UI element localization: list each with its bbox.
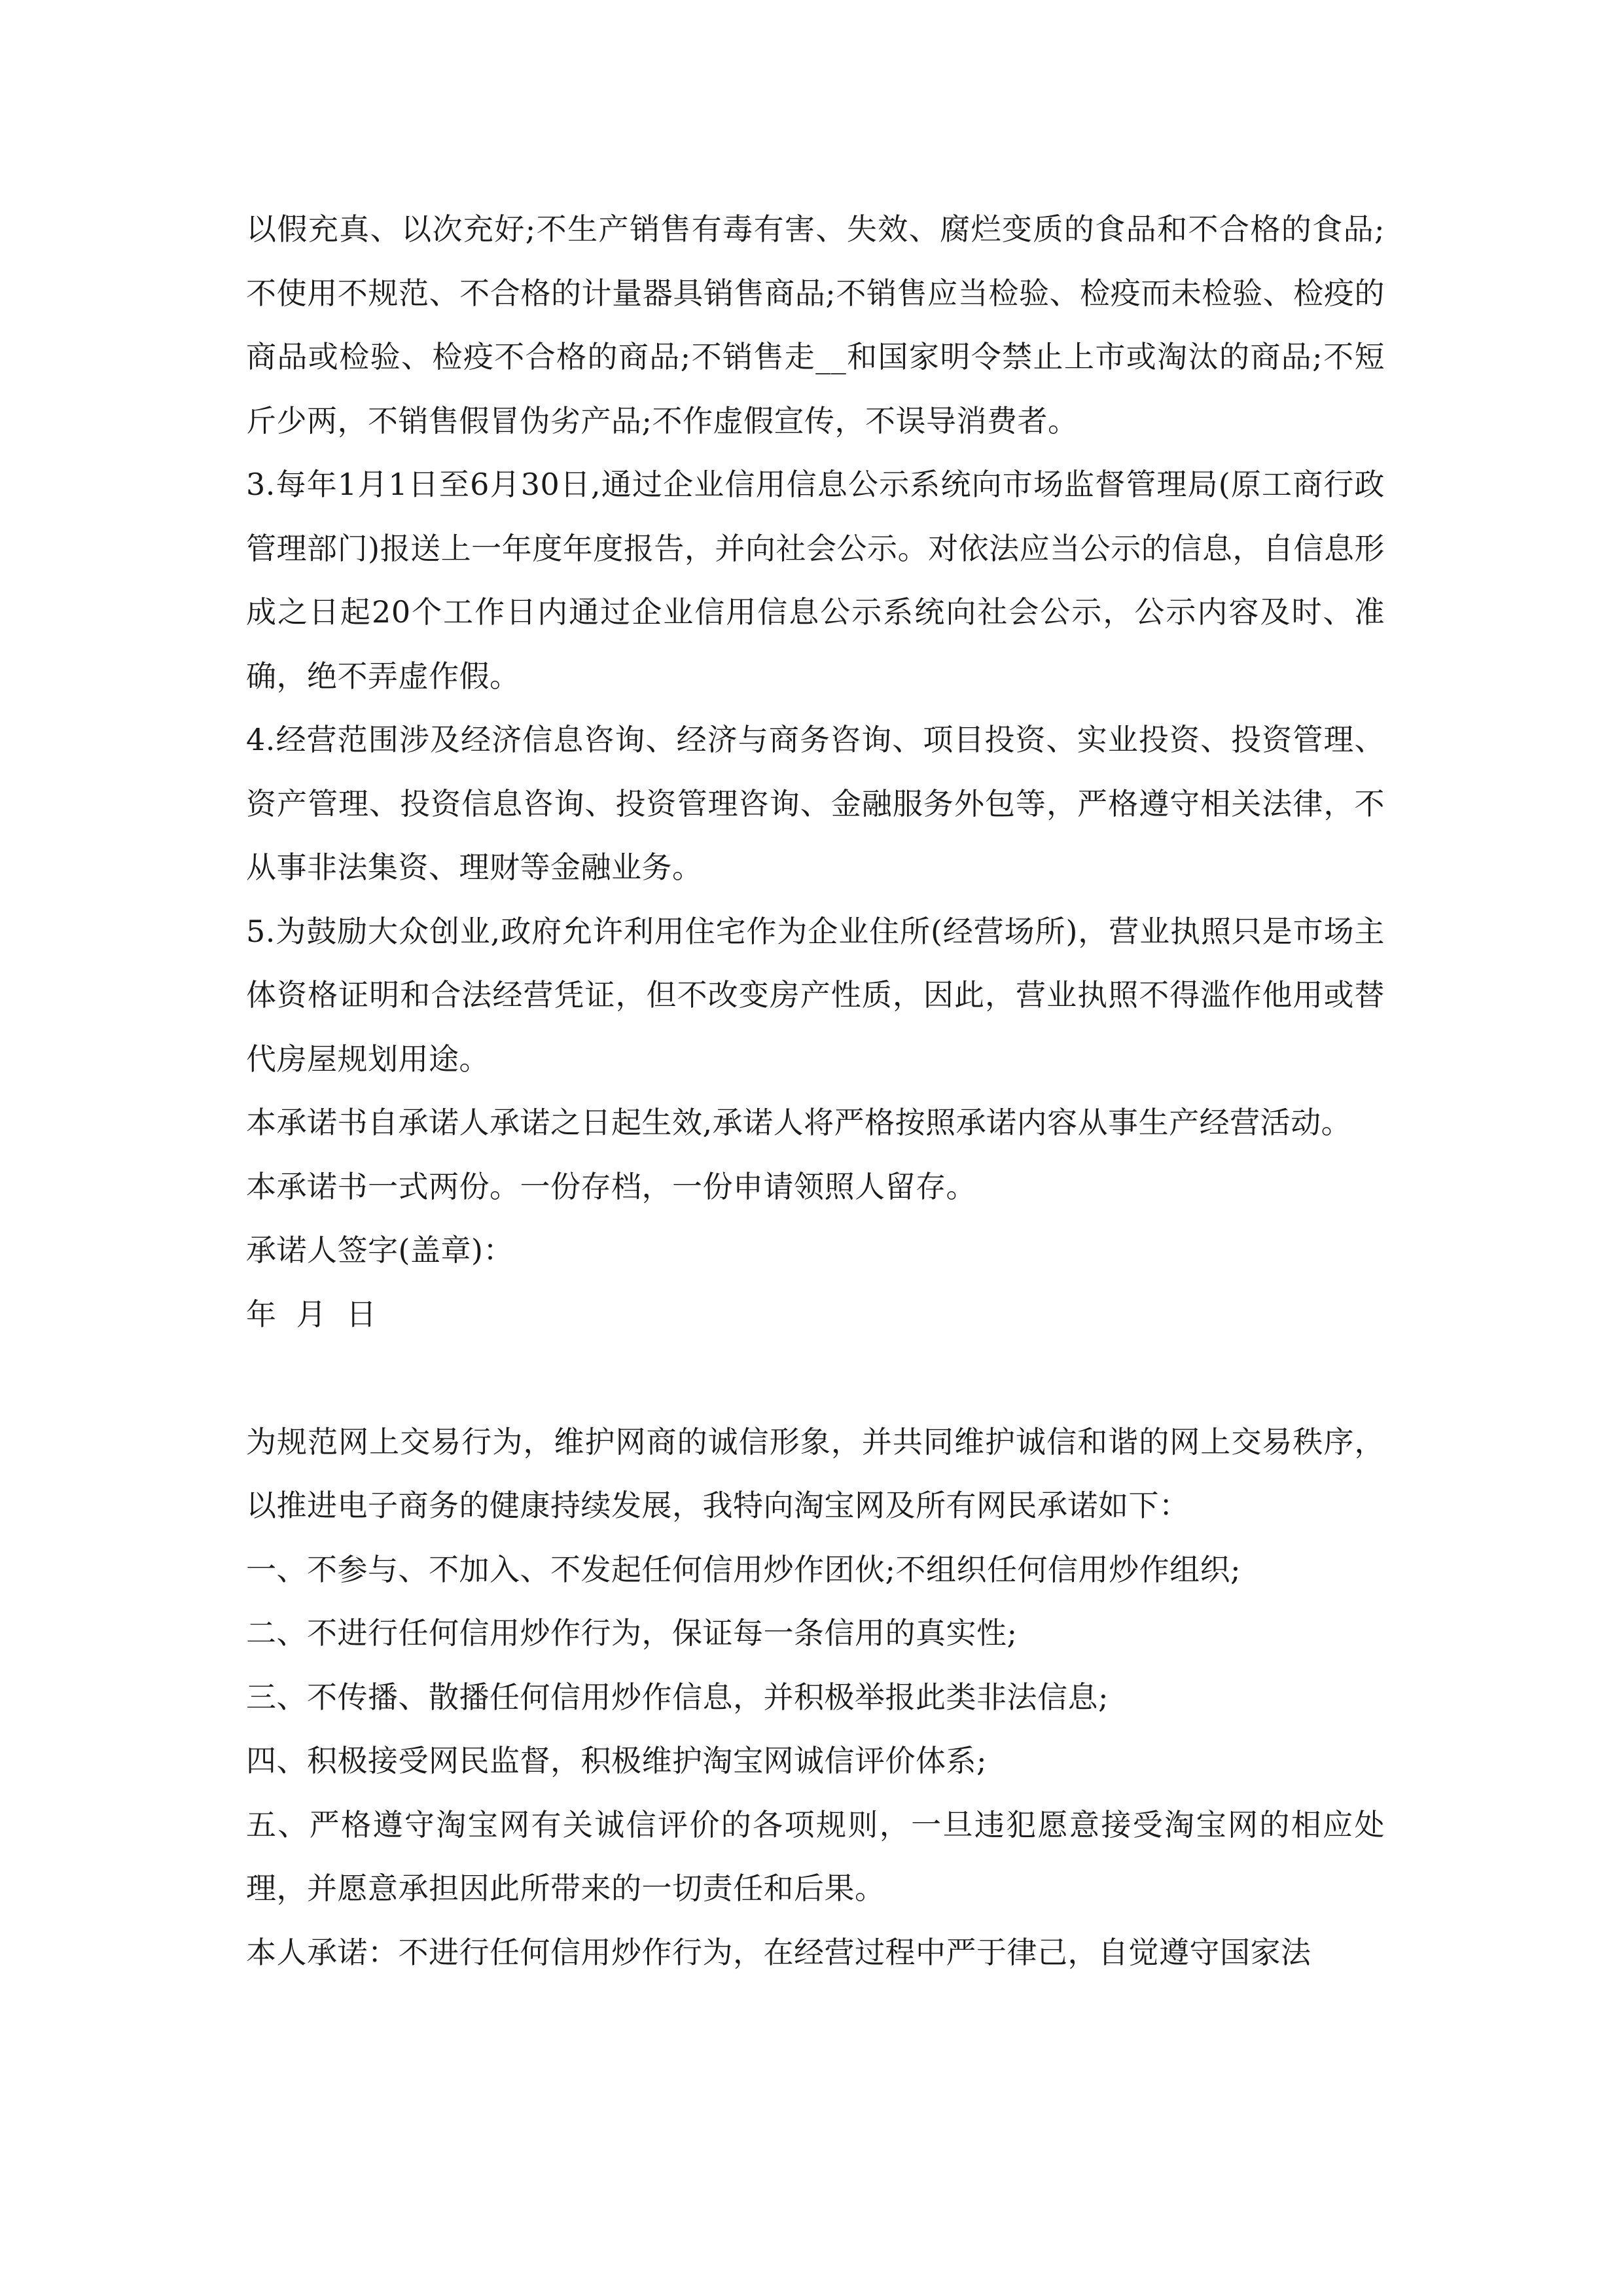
paragraph-12: 五、严格遵守淘宝网有关诚信评价的各项规则，一旦违犯愿意接受淘宝网的相应处理，并愿意承担因此所带来的一切责任和后果。 xyxy=(246,1806,1385,1906)
paragraph-6: 本承诺书一式两份。一份存档，一份申请领照人留存。 xyxy=(246,1168,976,1204)
paragraph-10: 三、不传播、散播任何信用炒作信息，并积极举报此类非法信息; xyxy=(246,1679,1109,1715)
document-body xyxy=(246,198,1385,1984)
date-line xyxy=(246,1283,1385,1347)
paragraph-8: 一、不参与、不加入、不发起任何信用炒作团伙;不组织任何信用炒作组织; xyxy=(246,1551,1241,1587)
signature-label: 承诺人签字(盖章)： xyxy=(246,1232,514,1268)
paragraph-4: 5.为鼓励大众创业,政府允许利用住宅作为企业住所(经营场所)，营业执照只是市场主体资格证明和合法经营凭证，但不改变房产性质，因此，营业执照不得滥作他用或替代房屋规划用途。 xyxy=(246,913,1385,1077)
date-month-label: 月 xyxy=(296,1296,327,1332)
paragraph-11: 四、积极接受网民监督，积极维护淘宝网诚信评价体系; xyxy=(246,1743,987,1778)
paragraph-2: 3.每年1月1日至6月30日,通过企业信用信息公示系统向市场监督管理局(原工商行政管理部门)报送上一年度年度报告，并向社会公示。对依法应当公示的信息，自信息形成之日起20个工作日内通过企业信用信息公示系统向社会公示，公示内容及时、准确，绝不弄虚作假。 xyxy=(246,467,1385,694)
section-gap xyxy=(246,1346,1385,1410)
paragraph-3: 4.经营范围涉及经济信息咨询、经济与商务咨询、项目投资、实业投资、投资管理、资产管理、投资信息咨询、投资管理咨询、金融服务外包等，严格遵守相关法律，不从事非法集资、理财等金融业务。 xyxy=(246,722,1385,885)
paragraph-1: 以假充真、以次充好;不生产销售有毒有害、失效、腐烂变质的食品和不合格的食品;不使用不规范、不合格的计量器具销售商品;不销售应当检验、检疫而未检验、检疫的商品或检验、检疫不合格的商品;不销售走__和国家明令禁止上市或淘汰的商品;不短斤少两，不销售假冒伪劣产品;不作虚假宣传，不误导消费者。 xyxy=(246,211,1385,439)
paragraph-9: 二、不进行任何信用炒作行为，保证每一条信用的真实性; xyxy=(246,1615,1018,1651)
paragraph-13: 本人承诺：不进行任何信用炒作行为，在经营过程中严于律己，自觉遵守国家法 xyxy=(246,1934,1311,1970)
date-day-label: 日 xyxy=(346,1296,377,1332)
paragraph-5: 本承诺书自承诺人承诺之日起生效,承诺人将严格按照承诺内容从事生产经营活动。 xyxy=(246,1105,1352,1140)
paragraph-7: 为规范网上交易行为，维护网商的诚信形象，并共同维护诚信和谐的网上交易秩序，以推进电子商务的健康持续发展，我特向淘宝网及所有网民承诺如下： xyxy=(246,1424,1385,1523)
date-year-label: 年 xyxy=(246,1296,277,1332)
